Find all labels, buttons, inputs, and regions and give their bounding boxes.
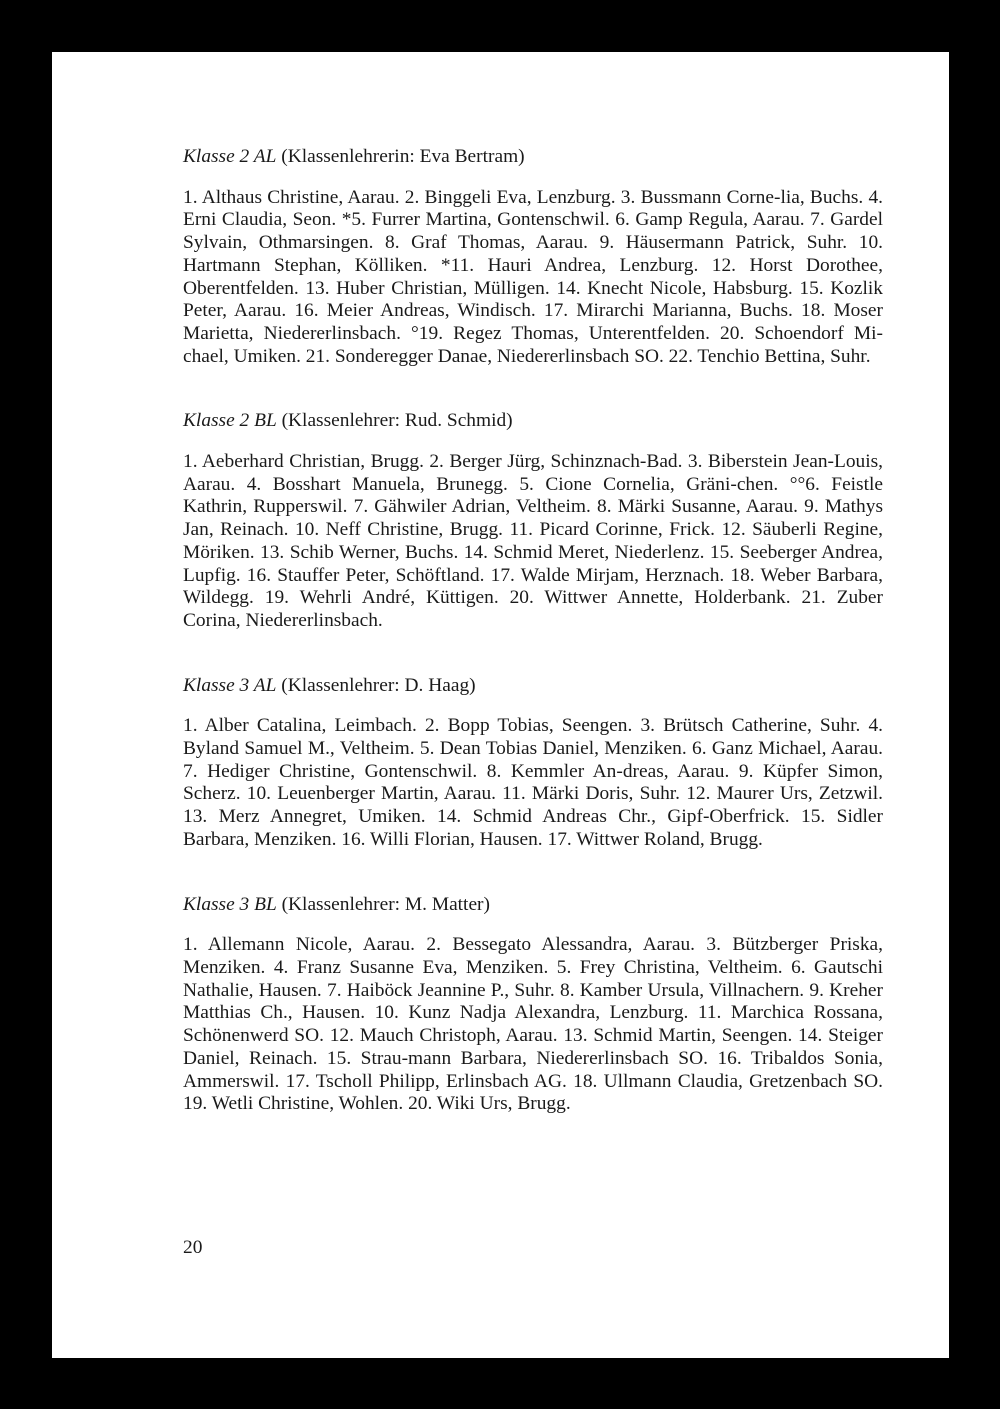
class-label: Klasse 3 AL (183, 674, 277, 696)
student-list: 1. Allemann Nicole, Aarau. 2. Bessegato Alessandra, Aarau. 3. Bützberger Priska, Menziken. 4. Franz Susanne Eva, Menziken. 5. Frey Christina, Veltheim. 6. Gautschi Nathalie, Hausen. 7. Haiböck Jeannine P., Suhr. 8. Kamber Ursula, Villnachern. 9. Kreher Matthias Ch., Hausen. 10. Kunz Nadja Alexandra, Lenzburg. 11. Marchica Rossana, Schönenwerd SO. 12. Mauch Christoph, Aarau. 13. Schmid Martin, Seengen. 14. Steiger Daniel, Reinach. 15. Strau-mann Barbara, Niedererlinsbach SO. 16. Tribaldos Sonia, Ammerswil. 17. Tscholl Philipp, Erlinsbach AG. 18. Ullmann Claudia, Gretzenbach SO. 19. Wetli Christine, Wohlen. 20. Wiki Urs, Brugg. (183, 934, 883, 1115)
class-label: Klasse 2 BL (183, 410, 277, 432)
class-heading (183, 675, 883, 698)
class-heading (183, 410, 883, 433)
page-number: 20 (183, 1237, 203, 1258)
class-section-3al (183, 675, 883, 852)
class-teacher: (Klassenlehrer: Rud. Schmid) (281, 410, 513, 432)
class-teacher: (Klassenlehrer: M. Matter) (281, 893, 490, 915)
student-list: 1. Althaus Christine, Aarau. 2. Binggeli Eva, Lenzburg. 3. Bussmann Corne-lia, Buchs. 4. Erni Claudia, Seon. *5. Furrer Martina, Gontenschwil. 6. Gamp Regula, Aarau. 7. Gardel Sylvain, Othmarsingen. 8. Graf Thomas, Aarau. 9. Häusermann Patrick, Suhr. 10. Hartmann Stephan, Kölliken. *11. Hauri Andrea, Lenzburg. 12. Horst Dorothee, Oberentfelden. 13. Huber Christian, Mülligen. 14. Knecht Nicole, Habsburg. 15. Kozlik Peter, Aarau. 16. Meier Andreas, Windisch. 17. Mirarchi Marianna, Buchs. 18. Moser Marietta, Niedererlinsbach. °19. Regez Thomas, Unterentfelden. 20. Schoendorf Mi-chael, Umiken. 21. Sonderegger Danae, Niedererlinsbach SO. 22. Tenchio Bettina, Suhr. (183, 186, 883, 367)
class-section-2al (183, 146, 883, 368)
class-section-3bl (183, 894, 883, 1116)
class-label: Klasse 3 BL (183, 893, 277, 915)
class-label: Klasse 2 AL (183, 146, 277, 167)
class-section-2bl (183, 410, 883, 632)
student-list: 1. Alber Catalina, Leimbach. 2. Bopp Tobias, Seengen. 3. Brütsch Catherine, Suhr. 4. Byland Samuel M., Veltheim. 5. Dean Tobias Daniel, Menziken. 6. Ganz Michael, Aarau. 7. Hediger Christine, Gontenschwil. 8. Kemmler An-dreas, Aarau. 9. Küpfer Simon, Scherz. 10. Leuenberger Martin, Aarau. 11. Märki Doris, Suhr. 12. Maurer Urs, Zetzwil. 13. Merz Annegret, Umiken. 14. Schmid Andreas Chr., Gipf-Oberfrick. 15. Sidler Barbara, Menziken. 16. Willi Florian, Hausen. 17. Wittwer Roland, Brugg. (183, 715, 883, 850)
page-content (183, 146, 883, 1116)
class-heading (183, 894, 883, 917)
class-teacher: (Klassenlehrer: D. Haag) (281, 674, 476, 696)
student-list: 1. Aeberhard Christian, Brugg. 2. Berger Jürg, Schinznach-Bad. 3. Biberstein Jean-Louis, Aarau. 4. Bosshart Manuela, Brunegg. 5. Cione Cornelia, Gräni-chen. °°6. Feistle Kathrin, Rupperswil. 7. Gähwiler Adrian, Veltheim. 8. Märki Susanne, Aarau. 9. Mathys Jan, Reinach. 10. Neff Christine, Brugg. 11. Picard Corinne, Frick. 12. Säuberli Regine, Möriken. 13. Schib Werner, Buchs. 14. Schmid Meret, Niederlenz. 15. Seeberger Andrea, Lupfig. 16. Stauffer Peter, Schöftland. 17. Walde Mirjam, Herznach. 18. Weber Barbara, Wildegg. 19. Wehrli André, Küttigen. 20. Wittwer Annette, Holderbank. 21. Zuber Corina, Niedererlinsbach. (183, 451, 883, 631)
document-page (52, 52, 949, 1358)
class-teacher: (Klassenlehrerin: Eva Bertram) (281, 146, 525, 167)
class-heading (183, 146, 883, 169)
